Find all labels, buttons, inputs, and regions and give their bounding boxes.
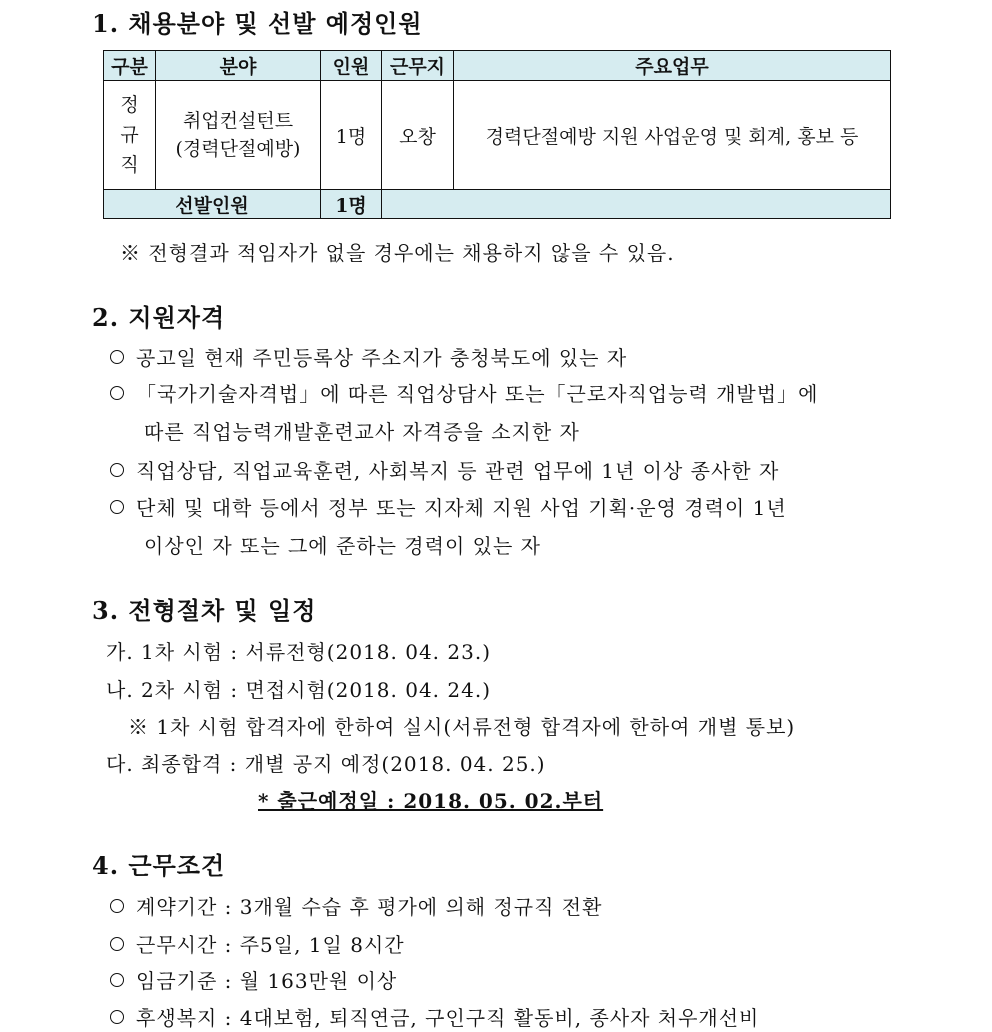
table-cell-type (104, 81, 156, 190)
footer-value: 1명 (321, 190, 382, 219)
list-item-text: 「국가기술자격법」에 따른 직업상담사 또는「근로자직업능력 개발법」에 (136, 382, 819, 406)
circle-bullet-icon (110, 937, 124, 951)
section-2-heading: 2. 지원자격 (92, 303, 226, 332)
circle-bullet-icon (110, 350, 124, 364)
table-row (104, 81, 891, 190)
selection-table (103, 50, 891, 219)
footer-empty (382, 190, 891, 219)
table-cell-field (156, 81, 321, 190)
table-header-row (104, 51, 891, 81)
circle-bullet-icon (110, 973, 124, 987)
table-header: 근무지 (382, 51, 454, 81)
list-item (110, 342, 627, 371)
schedule-line: 다. 최종합격 : 개별 공지 예정(2018. 04. 25.) (106, 752, 546, 776)
footer-label: 선발인원 (104, 190, 321, 219)
circle-bullet-icon (110, 1010, 124, 1024)
list-item-text: 직업상담, 직업교육훈련, 사회복지 등 관련 업무에 1년 이상 종사한 자 (136, 459, 780, 483)
list-item-continuation: 따른 직업능력개발훈련교사 자격증을 소지한 자 (144, 420, 580, 444)
section-1-note: ※ 전형결과 적임자가 없을 경우에는 채용하지 않을 수 있음. (120, 241, 675, 265)
list-item (110, 1002, 759, 1031)
field-subname: (경력단절예방) (175, 138, 301, 160)
schedule-line: 가. 1차 시험 : 서류전형(2018. 04. 23.) (106, 640, 491, 664)
list-item (110, 455, 779, 484)
list-item-text: 단체 및 대학 등에서 정부 또는 지자체 지원 사업 기획·운영 경력이 1년 (136, 496, 787, 520)
list-item-text: 임금기준 : 월 163만원 이상 (136, 969, 398, 993)
list-item (110, 378, 818, 407)
circle-bullet-icon (110, 500, 124, 514)
list-item (110, 891, 602, 920)
list-item (110, 965, 397, 994)
circle-bullet-icon (110, 899, 124, 913)
list-item-continuation: 이상인 자 또는 그에 준하는 경력이 있는 자 (144, 534, 541, 558)
table-footer-row (104, 190, 891, 219)
table-cell-duty: 경력단절예방 지원 사업운영 및 회계, 홍보 등 (454, 81, 891, 190)
table-header: 주요업무 (454, 51, 891, 81)
circle-bullet-icon (110, 386, 124, 400)
list-item-text: 공고일 현재 주민등록상 주소지가 충청북도에 있는 자 (136, 346, 628, 370)
table-header: 구분 (104, 51, 156, 81)
list-item-text: 후생복지 : 4대보험, 퇴직연금, 구인구직 활동비, 종사자 처우개선비 (136, 1006, 760, 1030)
list-item-text: 계약기간 : 3개월 수습 후 평가에 의해 정규직 전환 (136, 895, 603, 919)
table-cell-count: 1명 (321, 81, 382, 190)
field-name: 취업컨설턴트 (182, 110, 294, 132)
schedule-note: ※ 1차 시험 합격자에 한하여 실시(서류전형 합격자에 한하여 개별 통보) (128, 715, 796, 739)
schedule-line: 나. 2차 시험 : 면접시험(2018. 04. 24.) (106, 678, 491, 702)
circle-bullet-icon (110, 463, 124, 477)
section-4-heading: 4. 근무조건 (92, 851, 226, 880)
table-header: 인원 (321, 51, 382, 81)
list-item (110, 929, 405, 958)
table-header: 분야 (156, 51, 321, 81)
section-3-heading: 3. 전형절차 및 일정 (92, 596, 317, 625)
list-item (110, 492, 787, 521)
start-date-note: * 출근예정일 : 2018. 05. 02.부터 (258, 789, 604, 813)
section-1-heading: 1. 채용분야 및 선발 예정인원 (92, 9, 423, 38)
employment-type: 정규직 (120, 94, 139, 176)
table-cell-location: 오창 (382, 81, 454, 190)
list-item-text: 근무시간 : 주5일, 1일 8시간 (136, 933, 405, 957)
